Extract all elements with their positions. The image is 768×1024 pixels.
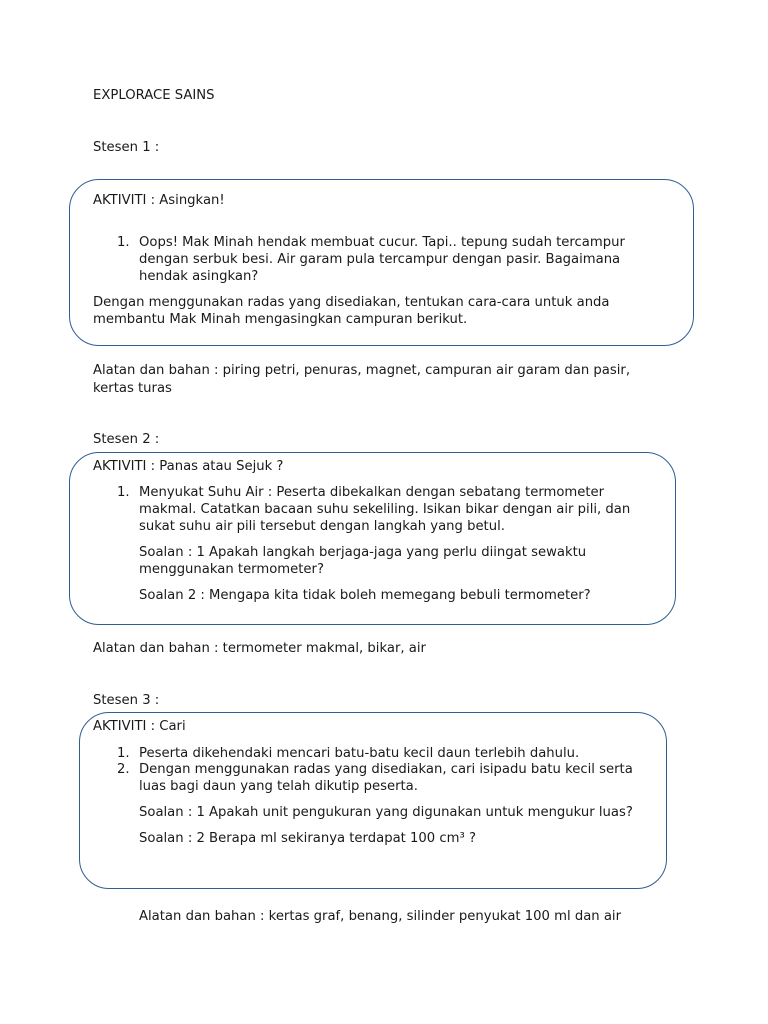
station-3-item-line: Dengan menggunakan radas yang disediakan, cari isipadu batu kecil serta <box>139 762 633 777</box>
station-3-materials-line: Alatan dan bahan : kertas graf, benang, silinder penyukat 100 ml dan air <box>139 909 622 924</box>
station-3-item-number: 1. <box>117 746 130 761</box>
station-3-item-number: 2. <box>117 762 130 777</box>
page-title: EXPLORACE SAINS <box>93 88 215 103</box>
station-3-item-line: luas bagi daun yang telah dikutip peserta. <box>139 779 418 794</box>
station-3-item-line: Peserta dikehendaki mencari batu-batu kecil daun terlebih dahulu. <box>139 746 580 761</box>
station-2-question-line: menggunakan termometer? <box>139 562 324 577</box>
station-2-question-line: Soalan : 1 Apakah langkah berjaga-jaga yang perlu diingat sewaktu <box>139 545 587 560</box>
station-1-instruction-line: Dengan menggunakan radas yang disediakan, tentukan cara-cara untuk anda <box>93 295 610 310</box>
station-2-question-line: Soalan 2 : Mengapa kita tidak boleh memegang bebuli termometer? <box>139 588 591 603</box>
station-3-question-line: Soalan : 2 Berapa ml sekiranya terdapat 100 cm³ ? <box>139 831 476 846</box>
station-1-materials-line: kertas turas <box>93 381 172 396</box>
station-1-item-line: dengan serbuk besi. Air garam pula tercampur dengan pasir. Bagaimana <box>139 252 621 267</box>
station-3-activity-title: AKTIVITI : Cari <box>93 719 186 734</box>
station-1-instruction-line: membantu Mak Minah mengasingkan campuran berikut. <box>93 312 468 327</box>
station-2-item-number: 1. <box>117 485 130 500</box>
station-3-label: Stesen 3 : <box>93 693 160 708</box>
station-3-question-line: Soalan : 1 Apakah unit pengukuran yang digunakan untuk mengukur luas? <box>139 805 633 820</box>
station-1-item-line: Oops! Mak Minah hendak membuat cucur. Tapi.. tepung sudah tercampur <box>139 235 625 250</box>
station-1-materials-line: Alatan dan bahan : piring petri, penuras, magnet, campuran air garam dan pasir, <box>93 363 631 378</box>
station-1-label: Stesen 1 : <box>93 140 160 155</box>
station-2-label: Stesen 2 : <box>93 432 160 447</box>
station-2-item-line: makmal. Catatkan bacaan suhu sekeliling. Isikan bikar dengan air pili, dan <box>139 502 631 517</box>
station-2-item-line: Menyukat Suhu Air : Peserta dibekalkan dengan sebatang termometer <box>139 485 605 500</box>
station-1-activity-title: AKTIVITI : Asingkan! <box>93 193 225 208</box>
station-1-item-line: hendak asingkan? <box>139 269 259 284</box>
station-3-activity-box <box>79 712 667 889</box>
station-2-activity-title: AKTIVITI : Panas atau Sejuk ? <box>93 459 284 474</box>
station-2-item-line: sukat suhu air pili tersebut dengan langkah yang betul. <box>139 519 505 534</box>
station-2-materials-line: Alatan dan bahan : termometer makmal, bikar, air <box>93 641 426 656</box>
station-1-item-number: 1. <box>117 235 130 250</box>
